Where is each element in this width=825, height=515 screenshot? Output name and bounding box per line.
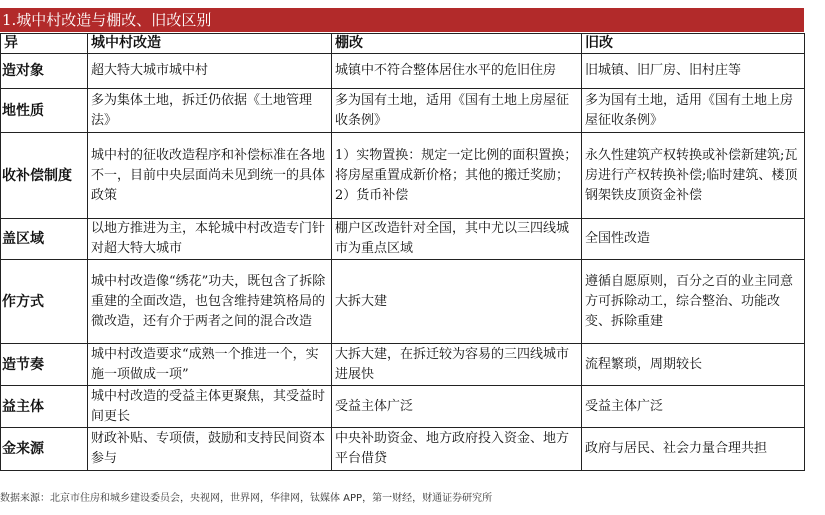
table-row [1, 133, 805, 219]
table-title: 1.城中村改造与棚改、旧改区别 [0, 8, 804, 32]
table-cell: 遵循自愿原则，百分之百的业主同意方可拆除动工，综合整治、功能改变、拆除重建 [582, 260, 805, 344]
table-cell: 多为国有土地，适用《国有土地上房屋征收条例》 [332, 89, 582, 133]
table-row [1, 344, 805, 386]
row-label: 益主体 [1, 386, 88, 428]
table-cell: 永久性建筑产权转换或补偿新建筑;瓦房进行产权转换补偿;临时建筑、楼顶钢架铁皮顶资金补偿 [582, 133, 805, 219]
table-cell: 城镇中不符合整体居住水平的危旧住房 [332, 54, 582, 89]
table-cell: 大拆大建，在拆迁较为容易的三四线城市进展快 [332, 344, 582, 386]
row-label: 造对象 [1, 54, 88, 89]
row-label: 金来源 [1, 428, 88, 471]
source-note: 数据来源：北京市住房和城乡建设委员会，央视网，世界网，华律网，钛媒体 APP，第一财经，财通证券研究所 [0, 493, 493, 504]
table-cell: 流程繁琐，周期较长 [582, 344, 805, 386]
table-cell: 旧城镇、旧厂房、旧村庄等 [582, 54, 805, 89]
table-cell: 政府与居民、社会力量合理共担 [582, 428, 805, 471]
table-cell: 中央补助资金、地方政府投入资金、地方平台借贷 [332, 428, 582, 471]
table-row [1, 386, 805, 428]
header-cell: 异 [1, 34, 88, 54]
table-row [1, 54, 805, 89]
table-cell: 城中村改造的受益主体更聚焦，其受益时间更长 [88, 386, 332, 428]
table-cell: 1）实物置换：规定一定比例的面积置换；将房屋重置成新价格；其他的搬迁奖励；2）货币补偿 [332, 133, 582, 219]
row-label: 作方式 [1, 260, 88, 344]
table-cell: 多为集体土地，拆迁仍依据《土地管理法》 [88, 89, 332, 133]
row-label: 地性质 [1, 89, 88, 133]
table-cell: 以地方推进为主，本轮城中村改造专门针对超大特大城市 [88, 219, 332, 260]
table-row [1, 260, 805, 344]
table-cell: 受益主体广泛 [332, 386, 582, 428]
table-cell: 财政补贴、专项债，鼓励和支持民间资本参与 [88, 428, 332, 471]
table-cell: 受益主体广泛 [582, 386, 805, 428]
header-cell: 棚改 [332, 34, 582, 54]
row-label: 造节奏 [1, 344, 88, 386]
table-row [1, 428, 805, 471]
table-row [1, 219, 805, 260]
table-cell: 棚户区改造针对全国，其中尤以三四线城市为重点区域 [332, 219, 582, 260]
table-cell: 城中村改造像“绣花”功夫，既包含了拆除重建的全面改造，也包含维持建筑格局的微改造，还有介于两者之间的混合改造 [88, 260, 332, 344]
header-cell: 旧改 [582, 34, 805, 54]
header-row [1, 34, 805, 54]
table-cell: 全国性改造 [582, 219, 805, 260]
table-cell: 城中村的征收改造程序和补偿标准在各地不一，目前中央层面尚未见到统一的具体政策 [88, 133, 332, 219]
table-cell: 大拆大建 [332, 260, 582, 344]
header-cell: 城中村改造 [88, 34, 332, 54]
table-cell: 超大特大城市城中村 [88, 54, 332, 89]
table-row [1, 89, 805, 133]
table-cell: 城中村改造要求“成熟一个推进一个，实施一项做成一项” [88, 344, 332, 386]
comparison-table [0, 33, 805, 471]
row-label: 收补偿制度 [1, 133, 88, 219]
row-label: 盖区域 [1, 219, 88, 260]
table-cell: 多为国有土地，适用《国有土地上房屋征收条例》 [582, 89, 805, 133]
